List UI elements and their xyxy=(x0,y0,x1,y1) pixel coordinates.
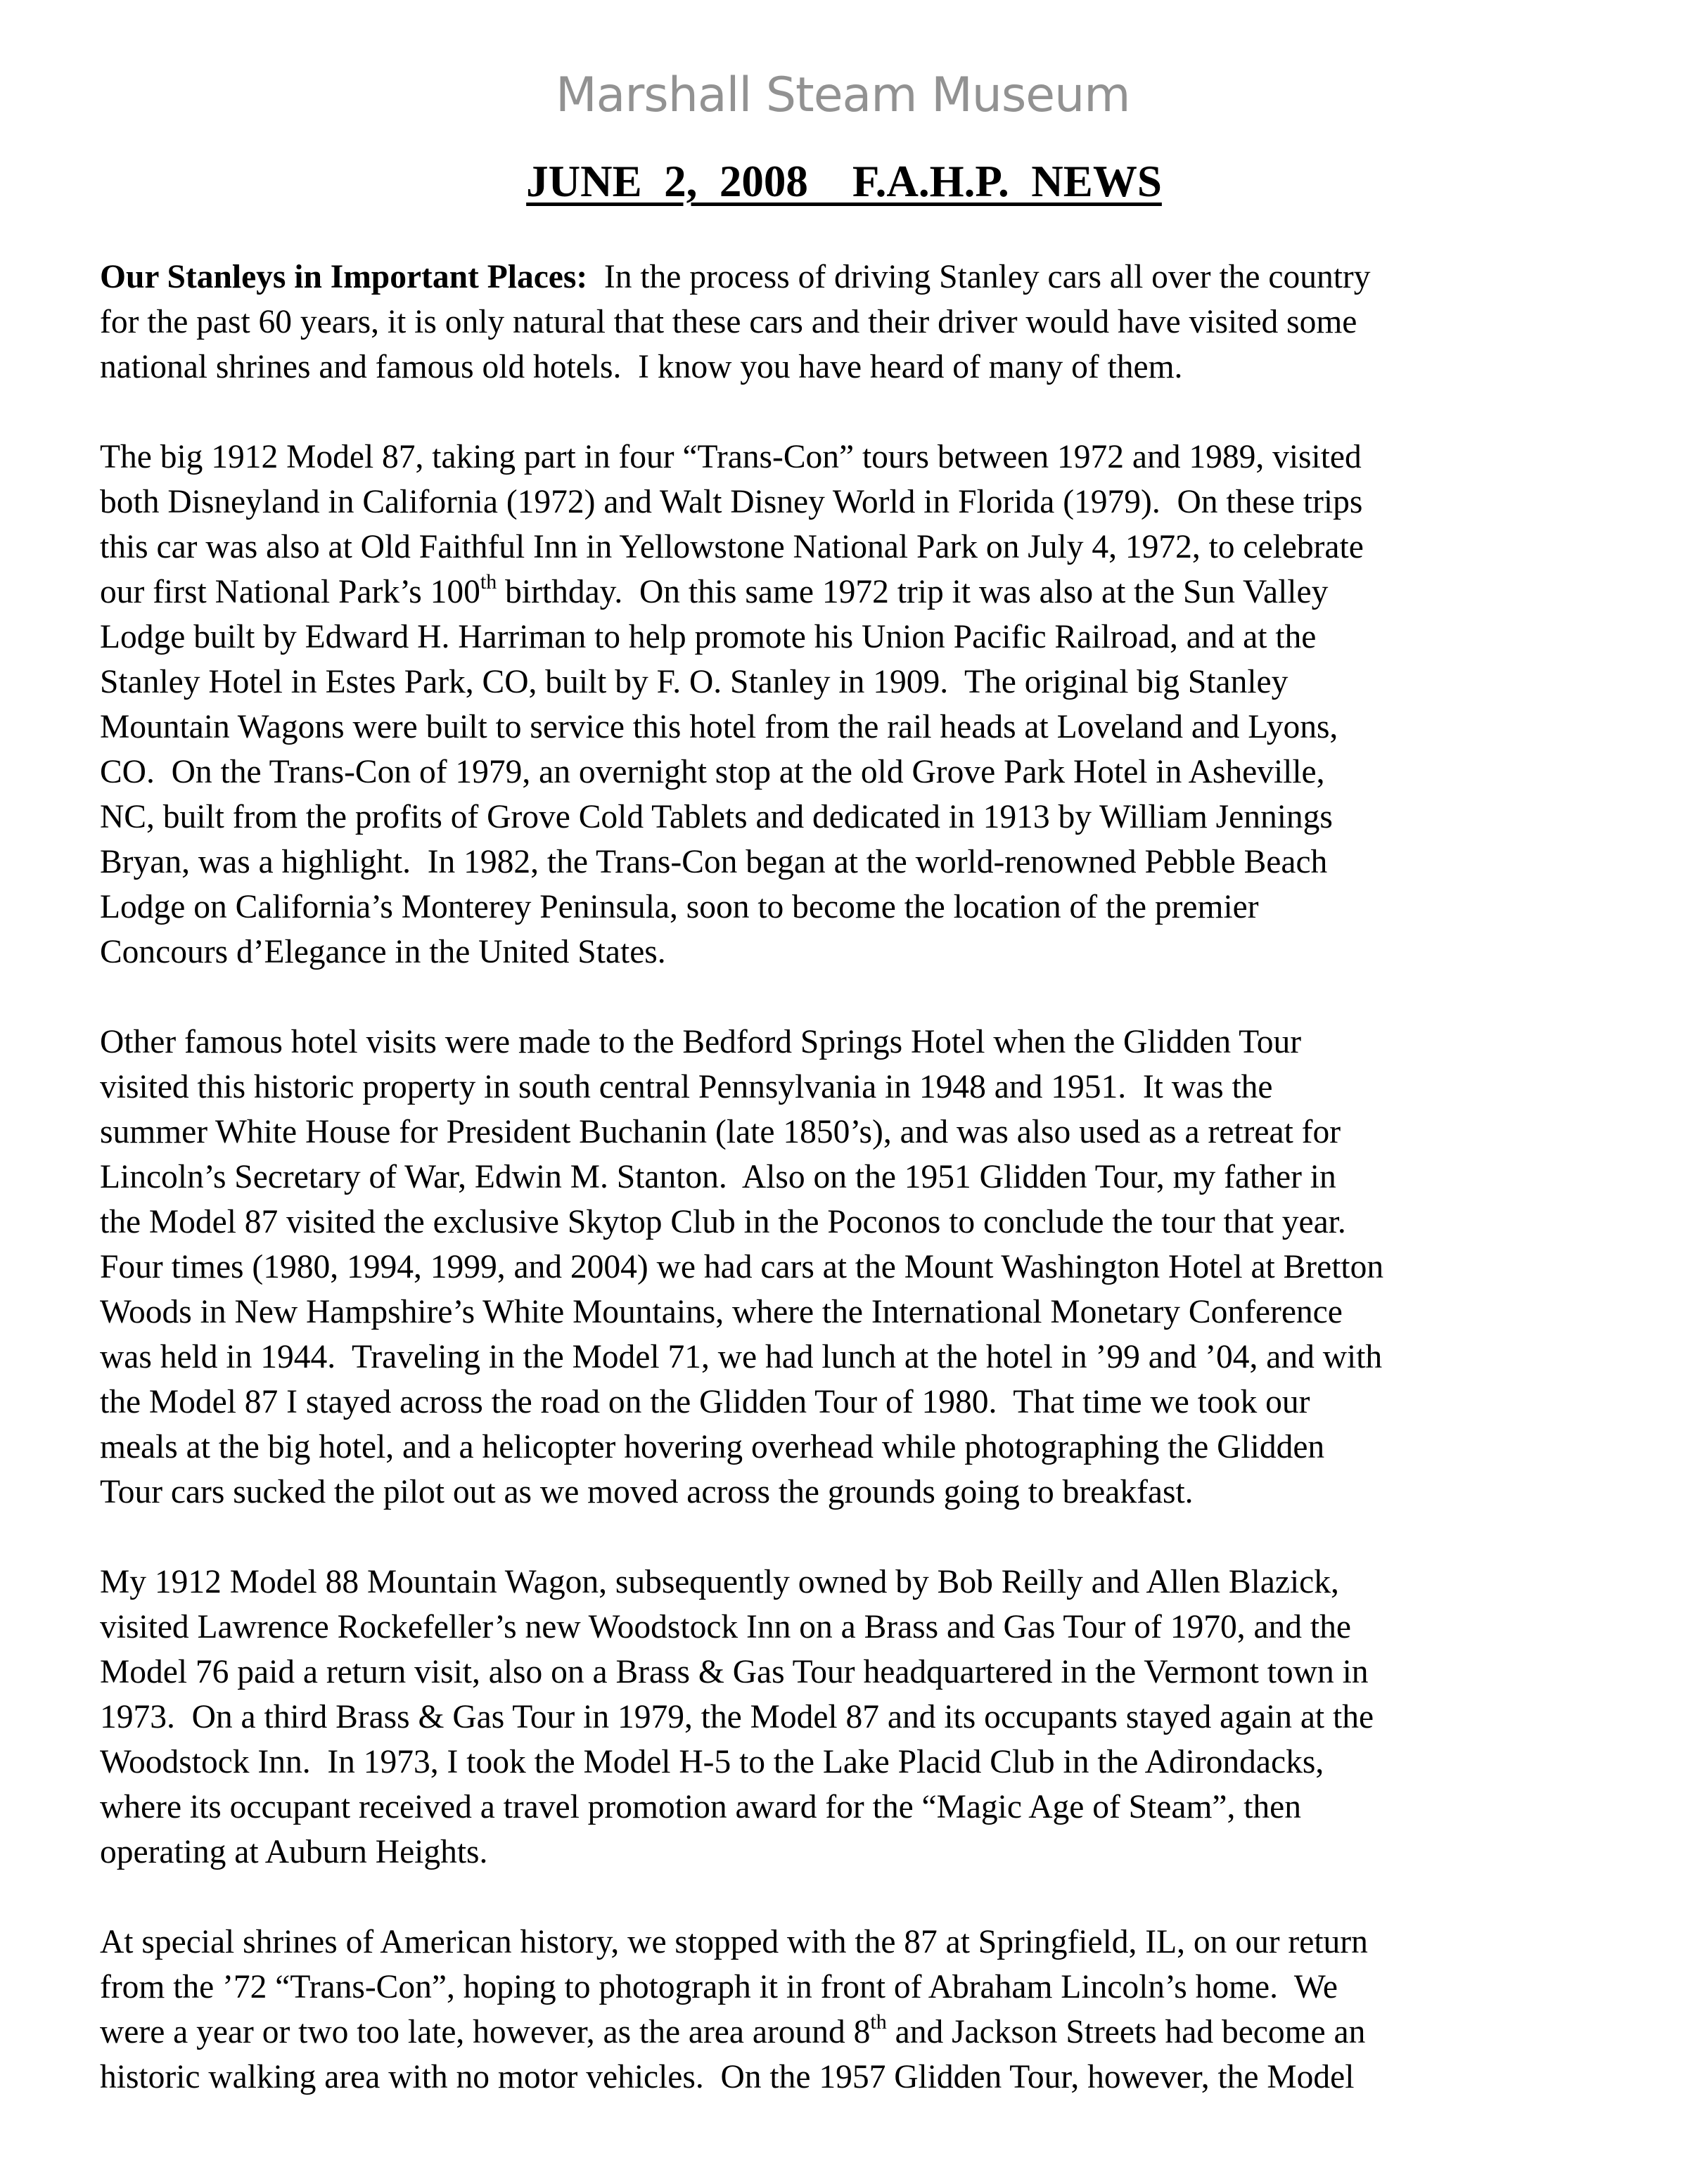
text-line xyxy=(100,1920,1612,1965)
text-line xyxy=(100,345,1612,390)
text-line xyxy=(100,1605,1612,1650)
text-line xyxy=(100,1740,1612,1785)
text-segment: where its occupant received a travel promotion award for the “Magic Age of Steam”, then xyxy=(100,1789,1302,1825)
text-segment: meals at the big hotel, and a helicopter hovering overhead while photographing the Glidden xyxy=(100,1429,1325,1465)
text-segment: Tour cars sucked the pilot out as we moved across the grounds going to breakfast. xyxy=(100,1474,1194,1510)
text-line xyxy=(100,660,1612,705)
text-line xyxy=(100,1560,1612,1605)
text-segment: from the ’72 “Trans-Con”, hoping to photograph it in front of Abraham Lincoln’s home. We xyxy=(100,1969,1338,2005)
text-segment: Lodge on California’s Monterey Peninsula, soon to become the location of the premier xyxy=(100,889,1259,925)
text-segment: our first National Park’s 100 xyxy=(100,574,480,610)
text-line xyxy=(100,1290,1612,1335)
text-line xyxy=(100,435,1612,480)
text-line xyxy=(100,1425,1612,1470)
text-line xyxy=(100,300,1612,345)
text-line xyxy=(100,2010,1612,2055)
text-line xyxy=(100,750,1612,795)
text-line xyxy=(100,795,1612,840)
text-line xyxy=(100,480,1612,525)
paragraph xyxy=(100,1920,1612,2100)
text-segment: Concours d’Elegance in the United States. xyxy=(100,934,666,970)
paragraph xyxy=(100,435,1612,975)
text-segment: summer White House for President Buchanin (late 1850’s), and was also used as a retreat for xyxy=(100,1114,1341,1150)
text-segment: Woods in New Hampshire’s White Mountains, where the International Monetary Conference xyxy=(100,1294,1343,1330)
text-segment: At special shrines of American history, we stopped with the 87 at Springfield, IL, on our return xyxy=(100,1924,1368,1960)
paragraph xyxy=(100,1020,1612,1515)
text-segment: Lincoln’s Secretary of War, Edwin M. Stanton. Also on the 1951 Glidden Tour, my father in xyxy=(100,1159,1336,1195)
text-segment: and Jackson Streets had become an xyxy=(886,2014,1366,2050)
text-line xyxy=(100,1065,1612,1110)
text-segment: Lodge built by Edward H. Harriman to help promote his Union Pacific Railroad, and at the xyxy=(100,619,1317,655)
text-line xyxy=(100,1335,1612,1380)
text-segment: CO. On the Trans-Con of 1979, an overnight stop at the old Grove Park Hotel in Asheville, xyxy=(100,754,1325,790)
text-segment: Mountain Wagons were built to service this hotel from the rail heads at Loveland and Lyons, xyxy=(100,709,1338,745)
text-line xyxy=(100,1200,1612,1245)
text-segment: national shrines and famous old hotels. I know you have heard of many of them. xyxy=(100,349,1183,385)
text-segment: Four times (1980, 1994, 1999, and 2004) we had cars at the Mount Washington Hotel at Bretton xyxy=(100,1249,1384,1285)
text-line xyxy=(100,1020,1612,1065)
text-line xyxy=(100,885,1612,930)
text-segment: was held in 1944. Traveling in the Model 71, we had lunch at the hotel in ’99 and ’04, and with xyxy=(100,1339,1383,1375)
text-line xyxy=(100,615,1612,660)
paragraph xyxy=(100,255,1612,390)
section-heading: Our Stanleys in Important Places: xyxy=(100,259,588,295)
page-title-text: JUNE 2, 2008 F.A.H.P. NEWS xyxy=(526,157,1162,206)
text-line xyxy=(100,1785,1612,1830)
text-line xyxy=(100,1110,1612,1155)
superscript: th xyxy=(870,2010,887,2034)
text-line xyxy=(100,255,1612,300)
text-segment: the Model 87 visited the exclusive Skytop Club in the Poconos to conclude the tour that year. xyxy=(100,1204,1346,1240)
text-line xyxy=(100,1245,1612,1290)
text-segment: Stanley Hotel in Estes Park, CO, built by F. O. Stanley in 1909. The original big Stanley xyxy=(100,664,1289,700)
text-segment: historic walking area with no motor vehicles. On the 1957 Glidden Tour, however, the Model xyxy=(100,2059,1355,2095)
text-segment: In the process of driving Stanley cars all over the country xyxy=(587,259,1371,295)
text-segment: this car was also at Old Faithful Inn in Yellowstone National Park on July 4, 1972, to celebrate xyxy=(100,529,1364,565)
text-line xyxy=(100,570,1612,615)
text-segment: Other famous hotel visits were made to the Bedford Springs Hotel when the Glidden Tour xyxy=(100,1024,1302,1060)
text-segment: 1973. On a third Brass & Gas Tour in 1979, the Model 87 and its occupants stayed again at the xyxy=(100,1699,1374,1735)
text-segment: My 1912 Model 88 Mountain Wagon, subsequently owned by Bob Reilly and Allen Blazick, xyxy=(100,1564,1339,1600)
text-line xyxy=(100,1695,1612,1740)
text-segment: Bryan, was a highlight. In 1982, the Trans-Con began at the world-renowned Pebble Beach xyxy=(100,844,1328,880)
text-segment: visited Lawrence Rockefeller’s new Woodstock Inn on a Brass and Gas Tour of 1970, and the xyxy=(100,1609,1351,1645)
text-line xyxy=(100,1470,1612,1515)
article-body xyxy=(100,255,1612,2145)
text-line xyxy=(100,840,1612,885)
text-segment: were a year or two too late, however, as the area around 8 xyxy=(100,2014,871,2050)
text-segment: visited this historic property in south central Pennsylvania in 1948 and 1951. It was the xyxy=(100,1069,1273,1105)
watermark: Marshall Steam Museum xyxy=(556,68,1130,123)
text-segment: The big 1912 Model 87, taking part in four “Trans-Con” tours between 1972 and 1989, visited xyxy=(100,439,1362,475)
page-title xyxy=(0,153,1688,210)
text-line xyxy=(100,1965,1612,2010)
text-segment: both Disneyland in California (1972) and Walt Disney World in Florida (1979). On these trips xyxy=(100,484,1363,520)
text-line xyxy=(100,1155,1612,1200)
text-segment: NC, built from the profits of Grove Cold Tablets and dedicated in 1913 by William Jennings xyxy=(100,799,1333,835)
text-line xyxy=(100,525,1612,570)
text-line xyxy=(100,705,1612,750)
text-segment: birthday. On this same 1972 trip it was also at the Sun Valley xyxy=(497,574,1329,610)
text-segment: Model 76 paid a return visit, also on a Brass & Gas Tour headquartered in the Vermont town in xyxy=(100,1654,1369,1690)
text-segment: operating at Auburn Heights. xyxy=(100,1834,488,1870)
superscript: th xyxy=(480,570,497,593)
text-line xyxy=(100,1830,1612,1875)
text-segment: Woodstock Inn. In 1973, I took the Model H-5 to the Lake Placid Club in the Adirondacks, xyxy=(100,1744,1324,1780)
text-segment: for the past 60 years, it is only natural that these cars and their driver would have visited some xyxy=(100,304,1357,340)
text-line xyxy=(100,2055,1612,2100)
paragraph xyxy=(100,1560,1612,1875)
text-line xyxy=(100,1650,1612,1695)
text-line xyxy=(100,1380,1612,1425)
text-line xyxy=(100,930,1612,975)
text-segment: the Model 87 I stayed across the road on the Glidden Tour of 1980. That time we took our xyxy=(100,1384,1310,1420)
